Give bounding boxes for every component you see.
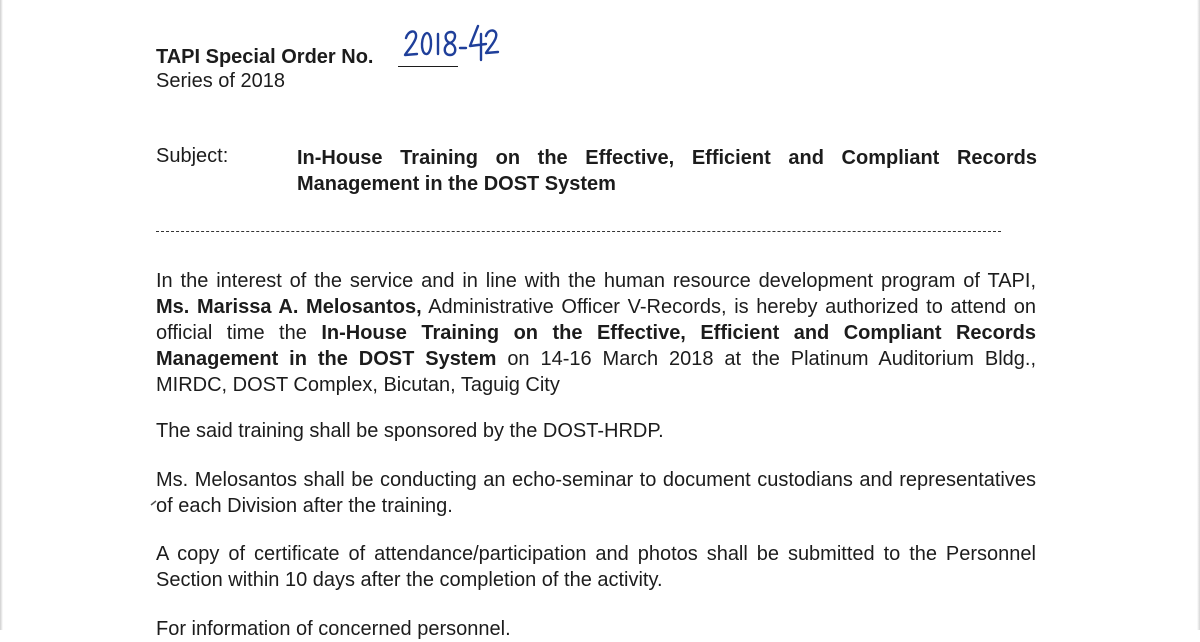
authorization-intro: In the interest of the service and in line with the human resource development program of TAPI, — [156, 270, 1036, 292]
subject-text: In-House Training on the Effective, Efficient and Compliant Records Management in the DOST System — [297, 147, 1037, 195]
sponsor-paragraph: The said training shall be sponsored by the DOST-HRDP. — [156, 420, 664, 442]
dashed-divider — [156, 231, 1001, 232]
authorization-paragraph — [156, 268, 1036, 398]
order-number-underline — [398, 66, 458, 67]
subject-label: Subject: — [156, 145, 229, 167]
scan-speck — [150, 499, 158, 507]
training-date-venue: on 14-16 March 2018 at the Platinum Auditorium Bldg., MIRDC, DOST Complex, Bicutan, Taguig City — [156, 348, 1036, 396]
employee-name: Ms. Marissa A. Melosantos, — [156, 296, 422, 318]
echo-seminar-paragraph: Ms. Melosantos shall be conducting an echo-seminar to document custodians and representatives of each Division after the training. — [156, 469, 1036, 517]
information-paragraph: For information of concerned personnel. — [156, 618, 511, 640]
training-title: In-House Training on the Effective, Efficient and Compliant Records Management in the DOST System — [156, 322, 1036, 370]
certificate-paragraph: A copy of certificate of attendance/participation and photos shall be submitted to the Personnel Section within 10 days after the completion of the activity. — [156, 543, 1036, 591]
scan-left-edge — [0, 0, 3, 630]
series-year: Series of 2018 — [156, 70, 285, 92]
special-order-title: TAPI Special Order No. — [156, 46, 374, 68]
authorization-position: Administrative Officer V-Records, is hereby authorized to attend on official time the — [156, 296, 1036, 344]
handwritten-order-number — [400, 20, 500, 66]
